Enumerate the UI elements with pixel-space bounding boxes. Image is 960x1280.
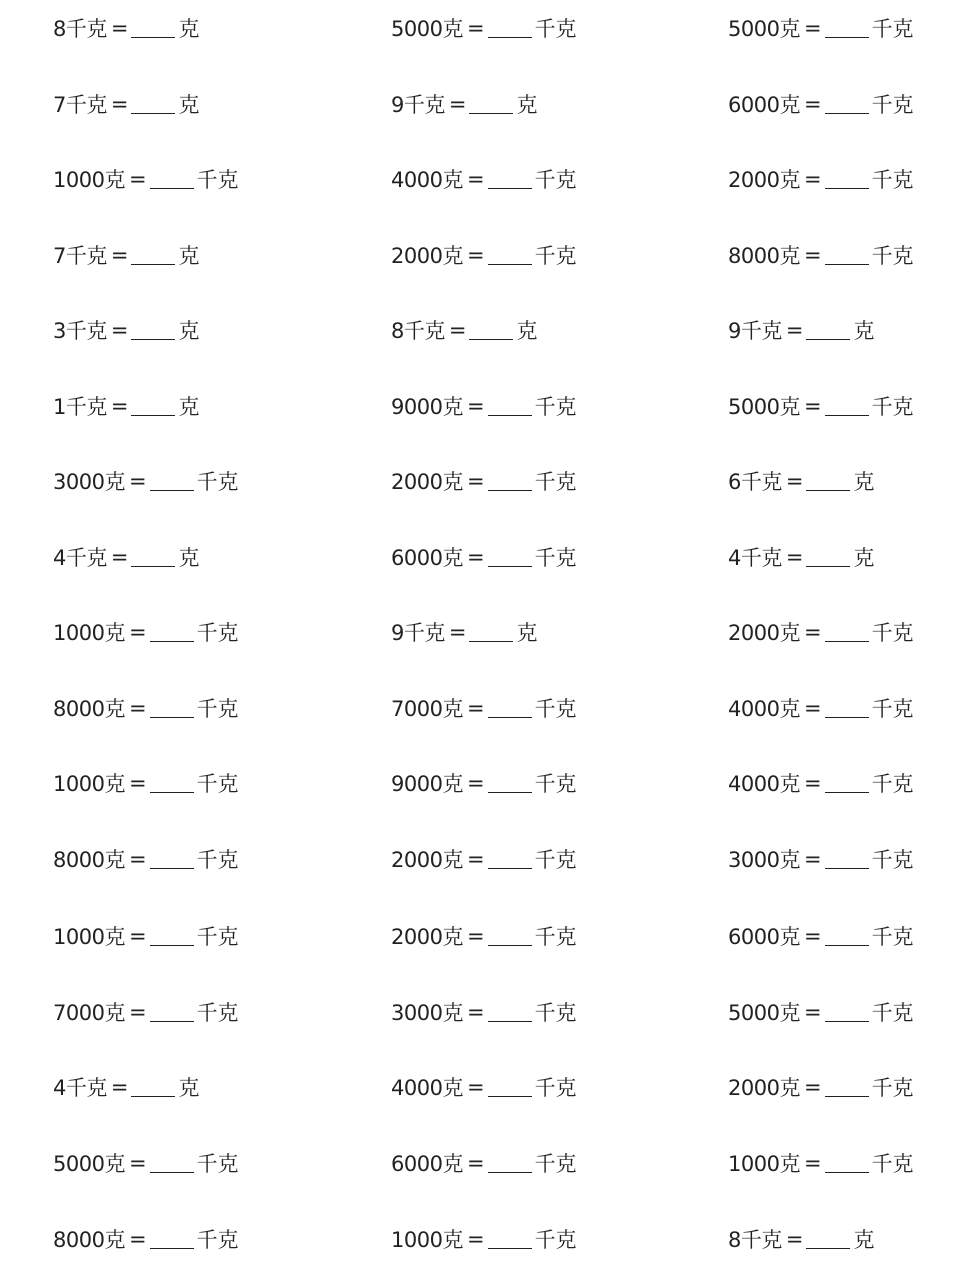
target-unit: 千克 <box>871 772 914 796</box>
given-quantity: 4000克 <box>728 697 800 721</box>
answer-blank <box>488 1150 532 1173</box>
given-quantity: 7千克 <box>53 244 107 268</box>
given-quantity: 2000克 <box>391 925 463 949</box>
given-quantity: 2000克 <box>728 168 800 192</box>
target-unit: 千克 <box>534 772 577 796</box>
given-quantity: 8000克 <box>53 1228 125 1252</box>
given-quantity: 2000克 <box>391 470 463 494</box>
equals-sign: = <box>803 696 822 720</box>
equals-sign: = <box>803 1151 822 1175</box>
answer-blank <box>131 242 175 265</box>
target-unit: 千克 <box>534 925 577 949</box>
problem-row <box>0 763 960 803</box>
answer-blank <box>806 317 850 340</box>
problem-row <box>0 310 960 350</box>
conversion-problem <box>53 992 239 1032</box>
given-quantity: 8000克 <box>53 697 125 721</box>
problem-row <box>0 688 960 728</box>
given-quantity: 4000克 <box>391 1076 463 1100</box>
given-quantity: 2000克 <box>391 244 463 268</box>
given-quantity: 2000克 <box>391 848 463 872</box>
answer-blank <box>488 846 532 869</box>
target-unit: 千克 <box>196 621 239 645</box>
target-unit: 千克 <box>196 848 239 872</box>
answer-blank <box>469 619 513 642</box>
answer-blank <box>825 15 869 38</box>
equals-sign: = <box>128 696 147 720</box>
given-quantity: 9千克 <box>391 93 445 117</box>
conversion-problem <box>53 386 199 426</box>
equals-sign: = <box>128 1151 147 1175</box>
target-unit: 千克 <box>196 1228 239 1252</box>
answer-blank <box>488 1074 532 1097</box>
answer-blank <box>488 393 532 416</box>
given-quantity: 6千克 <box>728 470 782 494</box>
answer-blank <box>488 923 532 946</box>
conversion-problem <box>53 84 199 124</box>
equals-sign: = <box>128 924 147 948</box>
given-quantity: 8千克 <box>53 17 107 41</box>
target-unit: 千克 <box>871 244 914 268</box>
conversion-problem <box>391 763 577 803</box>
target-unit: 千克 <box>534 168 577 192</box>
given-quantity: 8000克 <box>53 848 125 872</box>
given-quantity: 1000克 <box>53 621 125 645</box>
target-unit: 千克 <box>871 1001 914 1025</box>
problem-row <box>0 992 960 1032</box>
equals-sign: = <box>803 167 822 191</box>
given-quantity: 3千克 <box>53 319 107 343</box>
equals-sign: = <box>803 1000 822 1024</box>
target-unit: 千克 <box>534 244 577 268</box>
equals-sign: = <box>466 1000 485 1024</box>
answer-blank <box>825 999 869 1022</box>
answer-blank <box>150 468 194 491</box>
target-unit: 克 <box>853 470 875 494</box>
conversion-problem <box>728 688 914 728</box>
conversion-problem <box>391 537 577 577</box>
equals-sign: = <box>466 924 485 948</box>
given-quantity: 4千克 <box>53 546 107 570</box>
problem-row <box>0 235 960 275</box>
equals-sign: = <box>803 620 822 644</box>
conversion-problem <box>728 386 914 426</box>
problem-row <box>0 839 960 879</box>
equals-sign: = <box>466 16 485 40</box>
given-quantity: 9000克 <box>391 395 463 419</box>
given-quantity: 5000克 <box>391 17 463 41</box>
given-quantity: 2000克 <box>728 1076 800 1100</box>
problem-row <box>0 916 960 956</box>
answer-blank <box>131 544 175 567</box>
conversion-problem <box>53 461 239 501</box>
conversion-problem <box>53 839 239 879</box>
equals-sign: = <box>803 394 822 418</box>
answer-blank <box>825 91 869 114</box>
equals-sign: = <box>803 847 822 871</box>
answer-blank <box>150 1226 194 1249</box>
target-unit: 千克 <box>871 93 914 117</box>
problem-row <box>0 8 960 48</box>
equals-sign: = <box>128 469 147 493</box>
target-unit: 千克 <box>871 17 914 41</box>
given-quantity: 1000克 <box>53 925 125 949</box>
equals-sign: = <box>466 545 485 569</box>
equals-sign: = <box>466 243 485 267</box>
answer-blank <box>150 923 194 946</box>
conversion-problem <box>391 310 537 350</box>
given-quantity: 6000克 <box>728 925 800 949</box>
target-unit: 克 <box>516 621 538 645</box>
target-unit: 千克 <box>871 395 914 419</box>
answer-blank <box>131 15 175 38</box>
given-quantity: 1000克 <box>391 1228 463 1252</box>
given-quantity: 4千克 <box>53 1076 107 1100</box>
problem-row <box>0 1067 960 1107</box>
given-quantity: 4000克 <box>391 168 463 192</box>
conversion-problem <box>53 8 199 48</box>
answer-blank <box>806 1226 850 1249</box>
answer-blank <box>825 923 869 946</box>
answer-blank <box>825 770 869 793</box>
answer-blank <box>825 619 869 642</box>
answer-blank <box>150 619 194 642</box>
conversion-problem <box>391 235 577 275</box>
equals-sign: = <box>466 167 485 191</box>
conversion-problem <box>391 992 577 1032</box>
target-unit: 克 <box>853 319 875 343</box>
equals-sign: = <box>110 16 129 40</box>
equals-sign: = <box>466 469 485 493</box>
given-quantity: 6000克 <box>391 1152 463 1176</box>
answer-blank <box>131 317 175 340</box>
equals-sign: = <box>128 847 147 871</box>
equals-sign: = <box>785 1227 804 1251</box>
equals-sign: = <box>466 696 485 720</box>
given-quantity: 8千克 <box>391 319 445 343</box>
conversion-problem <box>53 1067 199 1107</box>
conversion-problem <box>728 235 914 275</box>
target-unit: 克 <box>178 395 200 419</box>
target-unit: 千克 <box>196 697 239 721</box>
conversion-problem <box>391 1143 577 1183</box>
answer-blank <box>488 544 532 567</box>
conversion-problem <box>728 916 914 956</box>
answer-blank <box>825 1074 869 1097</box>
equals-sign: = <box>110 243 129 267</box>
answer-blank <box>150 695 194 718</box>
answer-blank <box>488 468 532 491</box>
conversion-problem <box>391 916 577 956</box>
conversion-problem <box>728 310 874 350</box>
equals-sign: = <box>110 394 129 418</box>
problem-row <box>0 159 960 199</box>
target-unit: 克 <box>178 17 200 41</box>
equals-sign: = <box>110 318 129 342</box>
conversion-problem <box>391 1067 577 1107</box>
given-quantity: 1000克 <box>53 168 125 192</box>
given-quantity: 3000克 <box>391 1001 463 1025</box>
given-quantity: 4千克 <box>728 546 782 570</box>
equals-sign: = <box>803 16 822 40</box>
conversion-problem <box>728 461 874 501</box>
answer-blank <box>131 1074 175 1097</box>
given-quantity: 8000克 <box>728 244 800 268</box>
equals-sign: = <box>128 167 147 191</box>
problem-row <box>0 537 960 577</box>
equals-sign: = <box>466 1151 485 1175</box>
target-unit: 千克 <box>534 848 577 872</box>
conversion-problem <box>53 159 239 199</box>
conversion-problem <box>728 763 914 803</box>
conversion-problem <box>53 235 199 275</box>
target-unit: 千克 <box>534 395 577 419</box>
answer-blank <box>469 91 513 114</box>
conversion-problem <box>53 1143 239 1183</box>
given-quantity: 8千克 <box>728 1228 782 1252</box>
answer-blank <box>488 695 532 718</box>
equals-sign: = <box>466 394 485 418</box>
target-unit: 千克 <box>871 697 914 721</box>
answer-blank <box>488 1226 532 1249</box>
equals-sign: = <box>803 92 822 116</box>
conversion-problem <box>391 612 537 652</box>
target-unit: 千克 <box>534 470 577 494</box>
given-quantity: 5000克 <box>53 1152 125 1176</box>
equals-sign: = <box>110 92 129 116</box>
target-unit: 千克 <box>871 168 914 192</box>
given-quantity: 1000克 <box>53 772 125 796</box>
given-quantity: 6000克 <box>728 93 800 117</box>
conversion-problem <box>53 310 199 350</box>
answer-blank <box>806 544 850 567</box>
given-quantity: 3000克 <box>53 470 125 494</box>
given-quantity: 3000克 <box>728 848 800 872</box>
conversion-problem <box>728 84 914 124</box>
target-unit: 千克 <box>196 925 239 949</box>
conversion-problem <box>728 1067 914 1107</box>
answer-blank <box>150 846 194 869</box>
target-unit: 千克 <box>871 925 914 949</box>
conversion-problem <box>53 688 239 728</box>
equals-sign: = <box>466 771 485 795</box>
answer-blank <box>488 15 532 38</box>
conversion-problem <box>728 839 914 879</box>
given-quantity: 5000克 <box>728 395 800 419</box>
answer-blank <box>825 1150 869 1173</box>
given-quantity: 1千克 <box>53 395 107 419</box>
equals-sign: = <box>803 924 822 948</box>
conversion-problem <box>391 8 577 48</box>
answer-blank <box>150 166 194 189</box>
target-unit: 克 <box>516 319 538 343</box>
problem-row <box>0 84 960 124</box>
answer-blank <box>488 242 532 265</box>
given-quantity: 9千克 <box>391 621 445 645</box>
answer-blank <box>825 393 869 416</box>
equals-sign: = <box>803 243 822 267</box>
target-unit: 千克 <box>534 1001 577 1025</box>
answer-blank <box>131 393 175 416</box>
equals-sign: = <box>128 1000 147 1024</box>
target-unit: 克 <box>178 546 200 570</box>
target-unit: 千克 <box>196 1001 239 1025</box>
target-unit: 克 <box>853 546 875 570</box>
problem-row <box>0 461 960 501</box>
equals-sign: = <box>803 771 822 795</box>
target-unit: 千克 <box>871 621 914 645</box>
target-unit: 克 <box>516 93 538 117</box>
equals-sign: = <box>448 620 467 644</box>
answer-blank <box>469 317 513 340</box>
answer-blank <box>825 846 869 869</box>
given-quantity: 6000克 <box>391 546 463 570</box>
equals-sign: = <box>128 771 147 795</box>
equals-sign: = <box>785 545 804 569</box>
answer-blank <box>806 468 850 491</box>
conversion-problem <box>728 612 914 652</box>
target-unit: 千克 <box>871 848 914 872</box>
given-quantity: 4000克 <box>728 772 800 796</box>
target-unit: 千克 <box>534 1228 577 1252</box>
target-unit: 克 <box>178 244 200 268</box>
problem-row <box>0 612 960 652</box>
equals-sign: = <box>466 847 485 871</box>
target-unit: 千克 <box>534 1152 577 1176</box>
equals-sign: = <box>128 1227 147 1251</box>
problem-row <box>0 386 960 426</box>
answer-blank <box>488 166 532 189</box>
target-unit: 克 <box>178 93 200 117</box>
target-unit: 千克 <box>196 168 239 192</box>
target-unit: 千克 <box>871 1076 914 1100</box>
target-unit: 千克 <box>534 17 577 41</box>
problem-row <box>0 1219 960 1259</box>
conversion-problem <box>728 1219 874 1259</box>
equals-sign: = <box>466 1227 485 1251</box>
target-unit: 千克 <box>871 1152 914 1176</box>
conversion-problem <box>391 839 577 879</box>
given-quantity: 2000克 <box>728 621 800 645</box>
conversion-problem <box>391 461 577 501</box>
conversion-problem <box>728 992 914 1032</box>
conversion-problem <box>728 159 914 199</box>
target-unit: 千克 <box>196 772 239 796</box>
conversion-problem <box>53 612 239 652</box>
conversion-problem <box>391 1219 577 1259</box>
answer-blank <box>825 166 869 189</box>
conversion-problem <box>728 1143 914 1183</box>
target-unit: 克 <box>178 319 200 343</box>
equals-sign: = <box>785 469 804 493</box>
target-unit: 千克 <box>196 470 239 494</box>
given-quantity: 7000克 <box>391 697 463 721</box>
given-quantity: 9千克 <box>728 319 782 343</box>
problem-row <box>0 1143 960 1183</box>
given-quantity: 7000克 <box>53 1001 125 1025</box>
answer-blank <box>825 242 869 265</box>
equals-sign: = <box>110 545 129 569</box>
conversion-problem <box>391 159 577 199</box>
conversion-problem <box>391 688 577 728</box>
answer-blank <box>150 1150 194 1173</box>
target-unit: 克 <box>178 1076 200 1100</box>
given-quantity: 5000克 <box>728 17 800 41</box>
given-quantity: 5000克 <box>728 1001 800 1025</box>
target-unit: 千克 <box>196 1152 239 1176</box>
answer-blank <box>488 770 532 793</box>
answer-blank <box>131 91 175 114</box>
conversion-problem <box>391 84 537 124</box>
equals-sign: = <box>110 1075 129 1099</box>
conversion-problem <box>53 763 239 803</box>
answer-blank <box>825 695 869 718</box>
equals-sign: = <box>448 318 467 342</box>
given-quantity: 7千克 <box>53 93 107 117</box>
answer-blank <box>150 770 194 793</box>
target-unit: 克 <box>853 1228 875 1252</box>
conversion-problem <box>728 8 914 48</box>
conversion-problem <box>53 916 239 956</box>
equals-sign: = <box>128 620 147 644</box>
conversion-problem <box>53 1219 239 1259</box>
equals-sign: = <box>466 1075 485 1099</box>
conversion-problem <box>391 386 577 426</box>
target-unit: 千克 <box>534 1076 577 1100</box>
equals-sign: = <box>448 92 467 116</box>
equals-sign: = <box>785 318 804 342</box>
target-unit: 千克 <box>534 697 577 721</box>
given-quantity: 9000克 <box>391 772 463 796</box>
answer-blank <box>150 999 194 1022</box>
given-quantity: 1000克 <box>728 1152 800 1176</box>
conversion-problem <box>728 537 874 577</box>
target-unit: 千克 <box>534 546 577 570</box>
conversion-problem <box>53 537 199 577</box>
equals-sign: = <box>803 1075 822 1099</box>
answer-blank <box>488 999 532 1022</box>
